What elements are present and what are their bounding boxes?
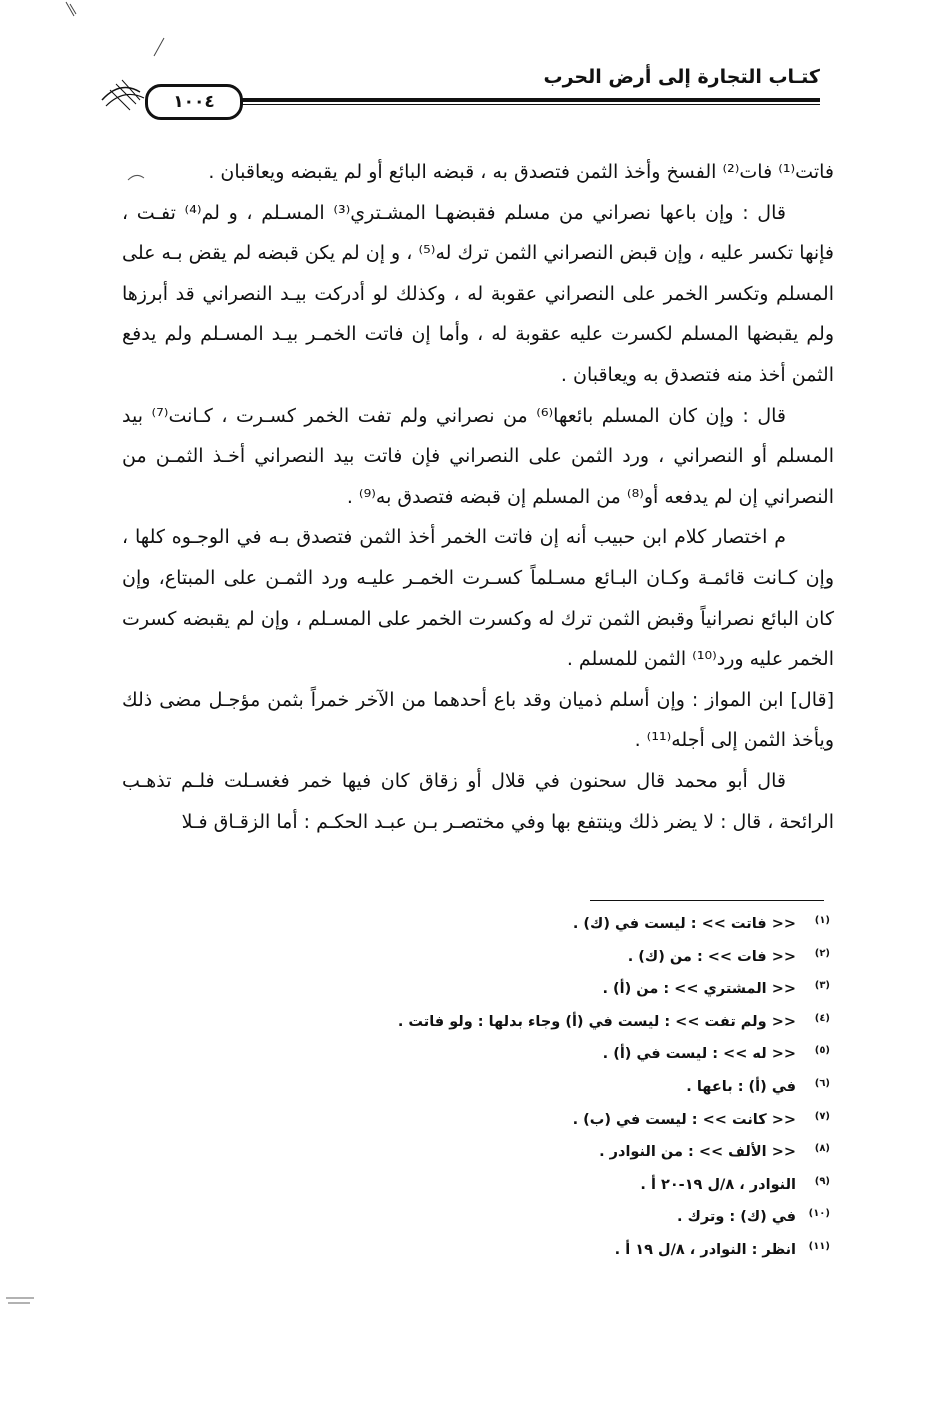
footnote-text: في (ك) : وترك . xyxy=(677,1209,796,1226)
page-number: ١٠٠٤ xyxy=(173,92,215,112)
footnote-text: << فات >> : من (ك) . xyxy=(627,948,796,965)
footnote xyxy=(360,1169,830,1202)
paragraph-6: قال أبو محمد قال سحنون في قلال أو زقاق كان فيها خمر فغسـلت فلـم تذهـب الرائحة ، قال : لا يضر ذلك وينتفع بها وفي مختصـر بـن عبـد الحكـم : أما الزقـاق فـلا xyxy=(122,769,834,833)
footnote xyxy=(360,973,830,1006)
scan-mark-icon xyxy=(126,170,146,184)
footnote xyxy=(360,908,830,941)
footnotes xyxy=(360,908,830,1267)
footnote-number: (٥) xyxy=(814,1045,830,1057)
page-header xyxy=(100,62,820,112)
footnote-text: << فاتت >> : ليست في (ك) . xyxy=(572,916,796,932)
footnote-text: << المشتري >> : من (أ) . xyxy=(602,981,796,998)
footnote xyxy=(360,1104,830,1137)
footnote-number: (٢) xyxy=(814,947,830,959)
paragraph-1: فاتت⁽¹⁾ فات⁽²⁾ الفسخ وأخذ الثمن فتصدق به ، قبضه البائع أو لم يقبضه ويعاقبان . xyxy=(208,161,834,183)
footnote xyxy=(360,1201,830,1234)
footnote-number: (٣) xyxy=(814,980,830,992)
footnote xyxy=(360,1234,830,1267)
header-rule-thick xyxy=(220,98,820,102)
footnote-text: النوادر ، ٨/ل ١٩-٢٠ أ . xyxy=(640,1176,796,1193)
footnote xyxy=(360,941,830,974)
main-text xyxy=(122,152,834,842)
footnote xyxy=(360,1136,830,1169)
footnote-number: (١٠) xyxy=(808,1208,830,1220)
footnote-text: << ولم تفت >> : ليست في (أ) وجاء بدلها : ولو فاتت . xyxy=(397,1013,796,1030)
header-rule-thin xyxy=(220,104,820,105)
footnote xyxy=(360,1071,830,1104)
paragraph-3: قال : وإن كان المسلم بائعها⁽⁶⁾ من نصراني ولم تفت الخمر كسـرت ، كـانت⁽⁷⁾ بيد المسلم أو النصراني ، ورد الثمن على النصراني فإن فاتت بيد النصراني أخـذ الثمـن من النصراني إن لم يدفعه أو⁽⁸⁾ من المسلم إن قبضه فتصدق به⁽⁹⁾ . xyxy=(122,404,834,508)
footnote-number: (٦) xyxy=(814,1077,830,1089)
footnote-separator xyxy=(590,900,824,901)
footnote-text: << له >> : ليست في (أ) . xyxy=(602,1046,796,1063)
footnote-text: << الألف >> : من النوادر . xyxy=(599,1144,796,1161)
paragraph-5: [قال] ابن المواز : وإن أسلم ذميان وقد باع أحدهما من الآخر خمراً بثمن مؤجـل مضى ذلك ويأخذ الثمن إلى أجله⁽¹¹⁾ . xyxy=(122,688,834,752)
footnote-number: (٨) xyxy=(814,1143,830,1155)
page-number-badge xyxy=(145,84,243,120)
footnote-number: (١) xyxy=(814,915,830,926)
paragraph-4: م اختصار كلام ابن حبيب أنه إن فاتت الخمر أخذ الثمن فتصدق بـه في الوجـوه كلها ، وإن كـانت قائمـة وكـان البـائع مسـلماً كسـرت الخمـر عليـه ورد الثمـن على المبتاع، وإن كان البائع نصرانياً وقبض الثمن ترك له وكسرت الخمر على المسـلم ، وإن لم يقبضه كسرت الخمر عليه ورد⁽¹⁰⁾ الثمن للمسلم . xyxy=(122,526,834,671)
footnote-number: (١١) xyxy=(808,1240,830,1252)
scan-mark-icon xyxy=(64,0,84,20)
scan-mark-icon xyxy=(4,1294,40,1308)
footnote-number: (٧) xyxy=(814,1110,830,1122)
paragraph-2: قال : وإن باعها نصراني من مسلم فقبضهـا المشـتري⁽³⁾ المسـلم ، و لم⁽⁴⁾ تفـت ، فإنها تكسر عليه ، وإن قبض النصراني الثمن ترك له⁽⁵⁾ ، و إن لم يكن قبضه لم يقض بـه على المسلم وتكسر الخمر على النصراني عقوبة له ، وكذلك لو أدركت بيـد النصراني قد أبرزها ولم يقبضها المسلم لكسرت عليه عقوبة له ، وأما إن فاتت الخمـر بيـد المسـلم ولم يدفع الثمن أخذ منه فتصدق به ويعاقبان . xyxy=(122,201,834,386)
footnote-number: (٤) xyxy=(814,1012,830,1024)
running-title: كتـاب التجارة إلى أرض الحرب xyxy=(543,66,820,88)
footnote xyxy=(360,1006,830,1039)
footnote xyxy=(360,1038,830,1071)
footnote-text: << كانت >> : ليست في (ب) . xyxy=(572,1111,796,1128)
scan-mark-icon xyxy=(150,36,170,58)
footnote-text: انظر : النوادر ، ٨/ل ١٩ أ . xyxy=(614,1241,796,1258)
footnote-number: (٩) xyxy=(814,1175,830,1187)
footnote-text: في (أ) : باعها . xyxy=(686,1078,796,1095)
